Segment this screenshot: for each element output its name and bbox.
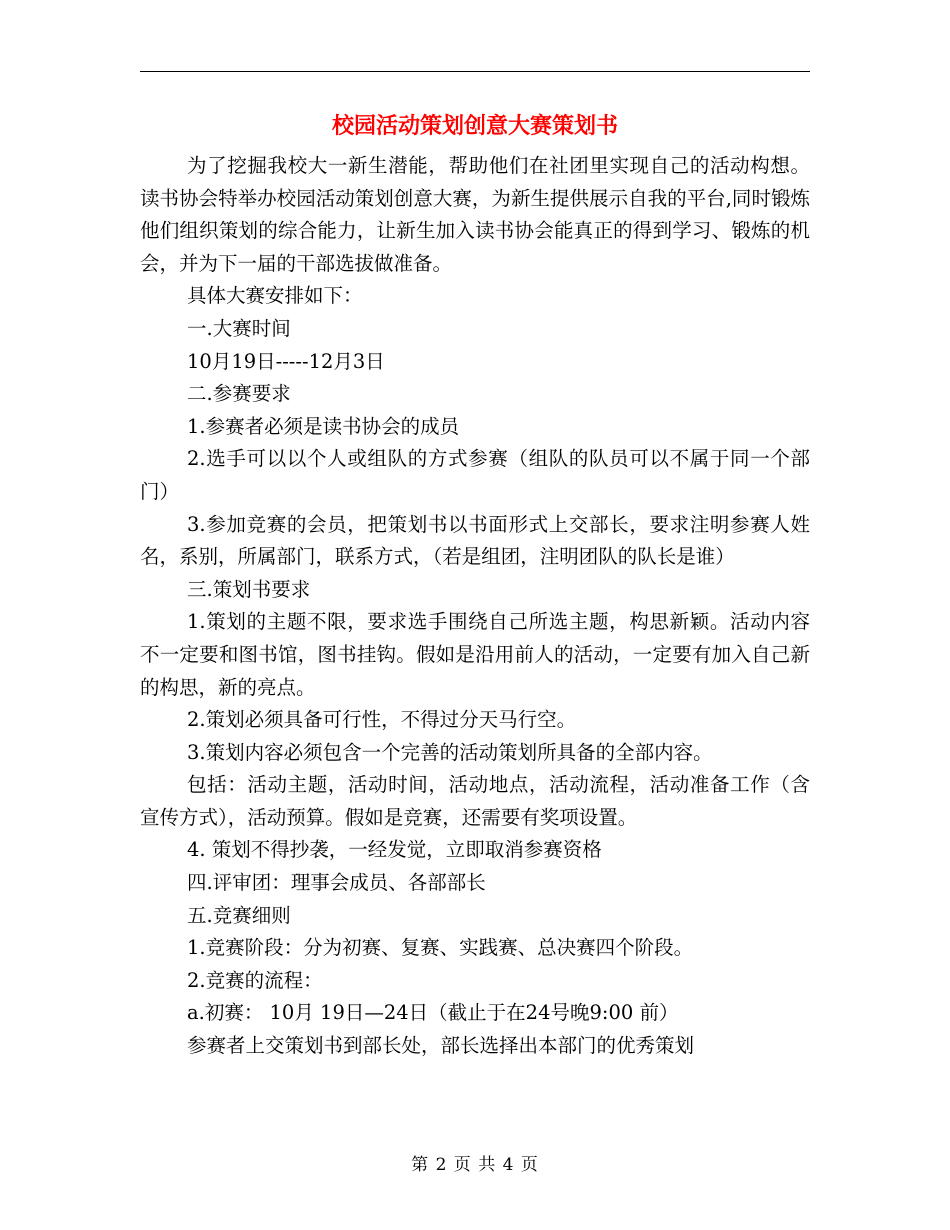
section-heading-plan-requirements: 三.策划书要求	[187, 577, 311, 601]
document-body	[140, 150, 810, 1063]
page-number: 第 2 页 共 4 页	[411, 1155, 539, 1175]
paragraph-plan-contents: 包括：活动主题，活动时间，活动地点，活动流程，活动准备工作（含宣传方式），活动预算。假如是竞赛，还需要有奖项设置。	[140, 773, 810, 829]
list-item-plan-2: 2.策划必须具备可行性，不得过分天马行空。	[187, 708, 577, 732]
list-item-plan-1: 1.策划的主题不限，要求选手围绕自己所选主题，构思新颖。活动内容不一定要和图书馆，图书挂钩。假如是沿用前人的活动，一定要有加入自己新的构思，新的亮点。	[140, 610, 810, 699]
section-heading-rules: 五.竞赛细则	[187, 903, 291, 927]
document-title: 校园活动策划创意大赛策划书	[331, 113, 618, 139]
list-item-rule-2: 2.竞赛的流程：	[187, 968, 323, 992]
paragraph-preliminary-detail: 参赛者上交策划书到部长处，部长选择出本部门的优秀策划	[187, 1034, 695, 1058]
list-item-plan-3: 3.策划内容必须包含一个完善的活动策划所具备的全部内容。	[187, 740, 713, 764]
paragraph-date-range: 10月19日-----12月3日	[187, 349, 385, 373]
header-rule	[140, 71, 810, 72]
list-item-rule-1: 1.竞赛阶段：分为初赛、复赛、实践赛、总决赛四个阶段。	[187, 936, 694, 960]
list-item-preliminary: a.初赛： 10月 19日—24日（截止于在24号晚9:00 前）	[187, 1001, 679, 1025]
paragraph-intro: 为了挖掘我校大一新生潜能，帮助他们在社团里实现自己的活动构想。读书协会特举办校园活动策划创意大赛，为新生提供展示自我的平台,同时锻炼他们组织策划的综合能力，让新生加入读书协会能真正的得到学习、锻炼的机会，并为下一届的干部选拔做准备。	[140, 154, 810, 275]
section-heading-time: 一.大赛时间	[187, 316, 291, 340]
list-item-plan-4: 4. 策划不得抄袭，一经发觉，立即取消参赛资格	[187, 838, 602, 862]
section-heading-jury: 四.评审团：理事会成员、各部部长	[187, 871, 486, 895]
section-heading-requirements: 二.参赛要求	[187, 382, 291, 406]
list-item-requirement-3: 3.参加竞赛的会员，把策划书以书面形式上交部长，要求注明参赛人姓名，系别，所属部门，联系方式，（若是组团，注明团队的队长是谁）	[140, 512, 810, 569]
list-item-requirement-1: 1.参赛者必须是读书协会的成员	[187, 414, 460, 438]
list-item-requirement-2: 2.选手可以以个人或组队的方式参赛（组队的队员可以不属于同一个部门）	[140, 447, 810, 503]
paragraph-arrangement: 具体大赛安排如下：	[187, 284, 363, 308]
